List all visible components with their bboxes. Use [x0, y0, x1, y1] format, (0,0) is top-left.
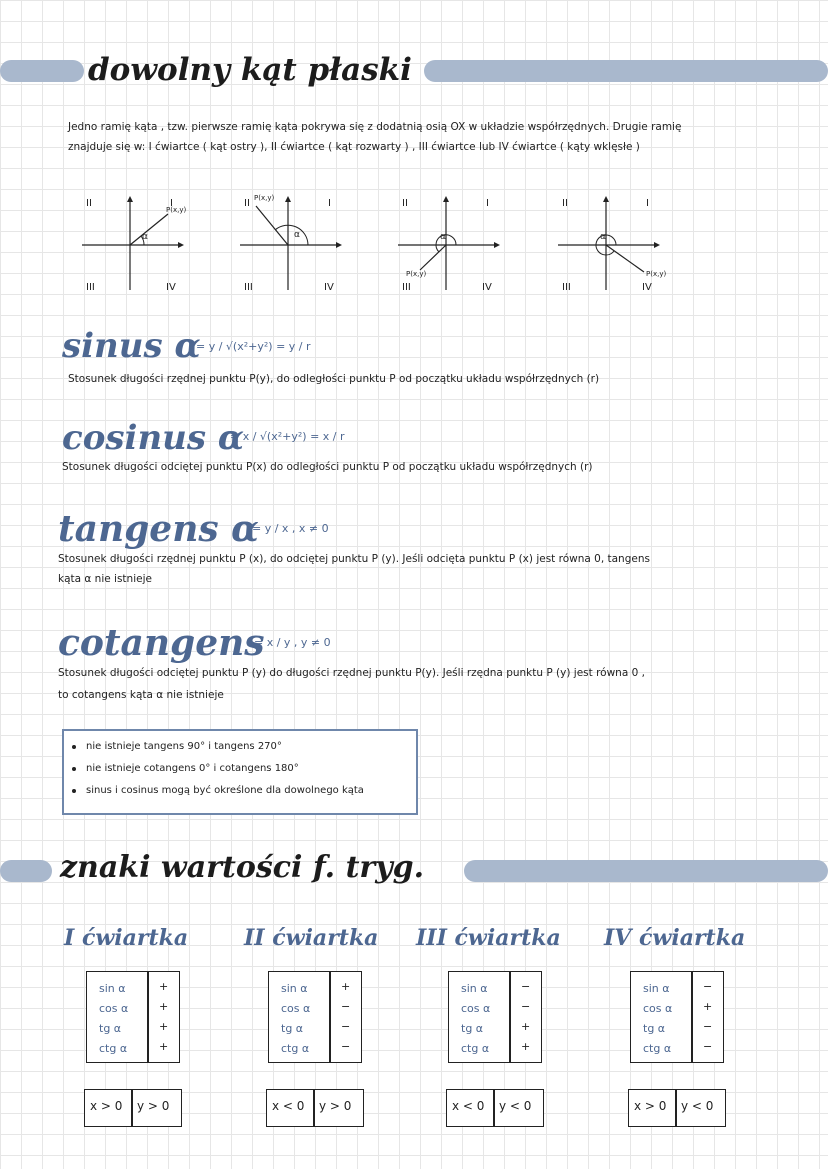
- quadrant-1-heading: I ćwiartka: [64, 925, 189, 951]
- sign-cos: −: [521, 1000, 531, 1013]
- cosinus-description: Stosunek długości odciętej punktu P(x) do odległości punktu P od początku układu współrzędnych (r): [62, 461, 593, 473]
- sign-sin: +: [341, 980, 351, 993]
- diagram-label-q2: II: [244, 198, 250, 209]
- tangens-description-2: kąta α nie istnieje: [58, 573, 152, 585]
- label-sin: sin α: [643, 982, 670, 995]
- sign-tg: +: [521, 1020, 531, 1033]
- angle-label: α: [440, 232, 446, 242]
- bullet-icon: [72, 767, 76, 771]
- label-cos: cos α: [461, 1002, 491, 1015]
- label-cos: cos α: [281, 1002, 311, 1015]
- y-condition: y < 0: [681, 1099, 714, 1113]
- diagram-label-q2: II: [402, 198, 408, 209]
- bullet-icon: [72, 789, 76, 793]
- diagram-quadrant-3: [396, 190, 506, 295]
- diagram-label-q2: II: [86, 198, 92, 209]
- sign-ctg: +: [521, 1040, 531, 1053]
- sign-ctg: −: [341, 1040, 351, 1053]
- sign-tg: +: [159, 1020, 169, 1033]
- quadrant-4-heading: IV ćwiartka: [604, 925, 746, 951]
- tangens-description-1: Stosunek długości rzędnej punktu P (x), do odciętej punktu P (y). Jeśli odcięta punktu P (x) jest równa 0, tangens: [58, 553, 650, 565]
- cotangens-description-2: to cotangens kąta α nie istnieje: [58, 689, 224, 701]
- section-title: dowolny kąt płaski: [88, 52, 412, 88]
- notes-box: [62, 729, 418, 815]
- sign-tg: −: [341, 1020, 351, 1033]
- diagram-label-q3: III: [562, 282, 571, 293]
- sinus-heading: sinus α: [62, 326, 201, 366]
- label-sin: sin α: [281, 982, 308, 995]
- header2-bar-left: [0, 860, 52, 882]
- label-tg: tg α: [99, 1022, 122, 1035]
- header-bar-right: [424, 60, 828, 82]
- cotangens-formula: = x / y , y ≠ 0: [254, 636, 331, 649]
- sign-ctg: +: [159, 1040, 169, 1053]
- diagram-label-q1: I: [328, 198, 331, 209]
- cotangens-heading: cotangens: [58, 622, 265, 664]
- x-condition: x < 0: [452, 1099, 485, 1113]
- diagram-label-q4: IV: [482, 282, 492, 293]
- sinus-formula: = y / √(x²+y²) = y / r: [196, 340, 311, 353]
- header-bar-left: [0, 60, 84, 82]
- point-label: P(x,y): [646, 270, 667, 278]
- label-sin: sin α: [99, 982, 126, 995]
- tangens-formula: = y / x , x ≠ 0: [252, 522, 329, 535]
- diagram-label-q4: IV: [642, 282, 652, 293]
- sign-table-q4: [630, 971, 724, 1063]
- diagram-label-q4: IV: [324, 282, 334, 293]
- sinus-description: Stosunek długości rzędnej punktu P(y), do odległości punktu P od początku układu współrzędnych (r): [68, 373, 600, 385]
- diagram-label-q1: I: [170, 198, 173, 209]
- label-ctg: ctg α: [461, 1042, 490, 1055]
- intro-line-2: znajduje się w: I ćwiartce ( kąt ostry ), II ćwiartce ( kąt rozwarty ) , III ćwiartce lub IV ćwiartce ( kąty wklęsłe ): [68, 141, 640, 153]
- sign-table-q3: [448, 971, 542, 1063]
- sign-sin: −: [703, 980, 713, 993]
- y-condition: y > 0: [137, 1099, 170, 1113]
- xy-condition-q1: [84, 1089, 182, 1127]
- point-label: P(x,y): [254, 194, 275, 202]
- label-ctg: ctg α: [99, 1042, 128, 1055]
- label-cos: cos α: [643, 1002, 673, 1015]
- axes-graphic: [396, 190, 506, 295]
- xy-condition-q2: [266, 1089, 364, 1127]
- quadrant-2-heading: II ćwiartka: [244, 925, 379, 951]
- sign-cos: +: [703, 1000, 713, 1013]
- sign-tg: −: [703, 1020, 713, 1033]
- y-condition: y < 0: [499, 1099, 532, 1113]
- sign-table-q1: [86, 971, 180, 1063]
- sign-cos: −: [341, 1000, 351, 1013]
- diagram-label-q1: I: [486, 198, 489, 209]
- label-ctg: ctg α: [643, 1042, 672, 1055]
- diagram-quadrant-2: [238, 190, 348, 295]
- cotangens-description-1: Stosunek długości odciętej punktu P (y) do długości rzędnej punktu P(y). Jeśli rzędna punktu P (y) jest równa 0 ,: [58, 667, 645, 679]
- cosinus-formula: = x / √(x²+y²) = x / r: [230, 430, 345, 443]
- diagram-label-q4: IV: [166, 282, 176, 293]
- sign-table-q2: [268, 971, 362, 1063]
- y-condition: y > 0: [319, 1099, 352, 1113]
- header2-bar-right: [464, 860, 828, 882]
- label-sin: sin α: [461, 982, 488, 995]
- diagram-label-q3: III: [402, 282, 411, 293]
- sign-ctg: −: [703, 1040, 713, 1053]
- diagram-label-q3: III: [244, 282, 253, 293]
- x-condition: x > 0: [90, 1099, 123, 1113]
- xy-condition-q4: [628, 1089, 726, 1127]
- quadrant-3-heading: III ćwiartka: [416, 925, 561, 951]
- label-tg: tg α: [281, 1022, 304, 1035]
- sign-sin: −: [521, 980, 531, 993]
- x-condition: x < 0: [272, 1099, 305, 1113]
- angle-label: α: [294, 230, 300, 240]
- section2-title: znaki wartości f. tryg.: [60, 850, 425, 885]
- note-item: nie istnieje tangens 90° i tangens 270°: [86, 741, 282, 752]
- diagram-quadrant-4: [556, 190, 676, 295]
- sign-sin: +: [159, 980, 169, 993]
- angle-label: α: [142, 232, 148, 242]
- cosinus-heading: cosinus α: [62, 418, 245, 458]
- note-item: sinus i cosinus mogą być określone dla dowolnego kąta: [86, 785, 364, 796]
- point-label: P(x,y): [406, 270, 427, 278]
- diagram-label-q3: III: [86, 282, 95, 293]
- tangens-heading: tangens α: [58, 508, 259, 550]
- bullet-icon: [72, 745, 76, 749]
- xy-condition-q3: [446, 1089, 544, 1127]
- note-item: nie istnieje cotangens 0° i cotangens 180°: [86, 763, 299, 774]
- angle-label: α: [600, 232, 606, 242]
- axes-graphic: [556, 190, 676, 295]
- point-label: P(x,y): [166, 206, 187, 214]
- diagram-label-q1: I: [646, 198, 649, 209]
- diagram-label-q2: II: [562, 198, 568, 209]
- label-ctg: ctg α: [281, 1042, 310, 1055]
- label-tg: tg α: [643, 1022, 666, 1035]
- label-cos: cos α: [99, 1002, 129, 1015]
- axes-graphic: [238, 190, 348, 295]
- sign-cos: +: [159, 1000, 169, 1013]
- diagram-quadrant-1: [80, 190, 190, 295]
- x-condition: x > 0: [634, 1099, 667, 1113]
- intro-line-1: Jedno ramię kąta , tzw. pierwsze ramię kąta pokrywa się z dodatnią osią OX w układzie współrzędnych. Drugie ramię: [68, 121, 682, 133]
- label-tg: tg α: [461, 1022, 484, 1035]
